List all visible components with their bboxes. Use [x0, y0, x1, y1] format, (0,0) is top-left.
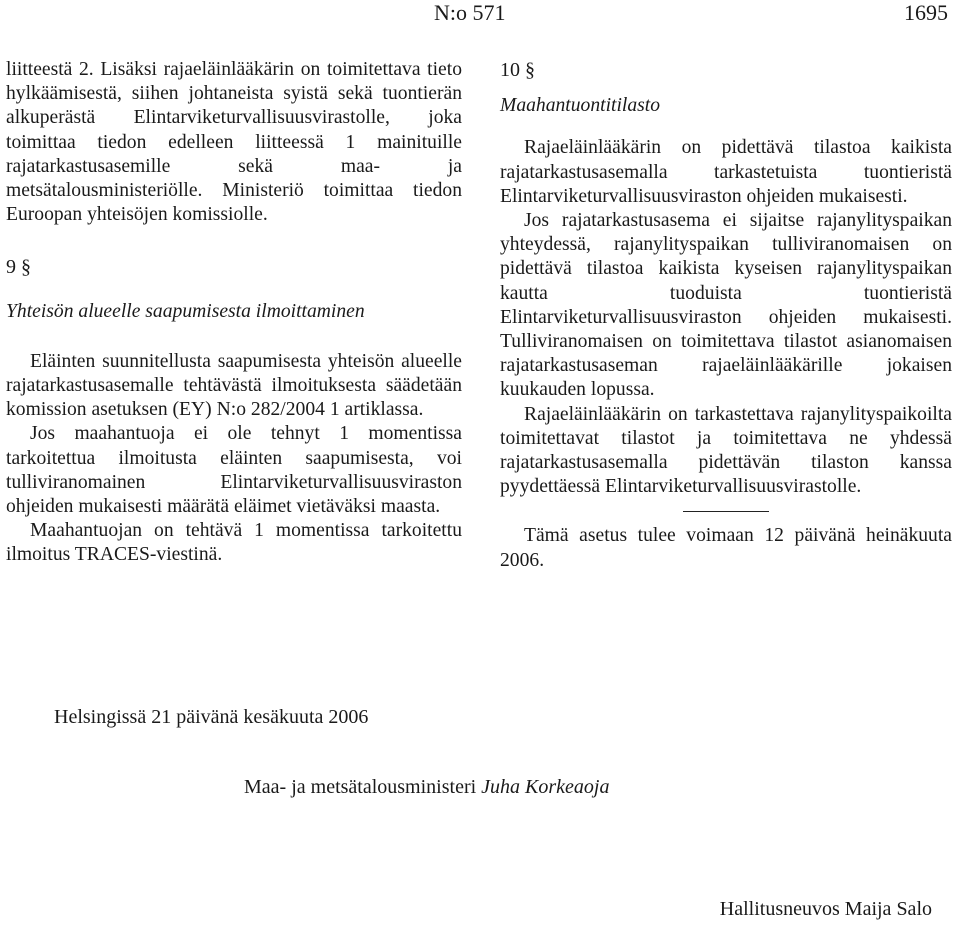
minister-name: Juha Korkeaoja: [481, 776, 610, 798]
separator-rule: [683, 511, 769, 512]
section-9-paragraph: Maahantuojan on tehtävä 1 momentissa tarkoitettu ilmoitus TRACES-viestinä.: [6, 520, 462, 566]
page-header: [0, 0, 960, 30]
section-10-number: 10 §: [500, 59, 535, 81]
right-column: [500, 58, 952, 573]
section-9-paragraph: Eläinten suunnitellusta saapumisesta yhteisön alueelle rajatarkastusasemalle tehtävästä ilmoituksesta säädetään komission asetuksen (EY) N:o 282/2004 1 artiklassa.: [6, 350, 462, 421]
minister-signature: [244, 776, 609, 799]
section-10-title: Maahantuontitilasto: [500, 95, 661, 117]
left-column: [6, 58, 462, 568]
place-date: Helsingissä 21 päivänä kesäkuuta 2006: [54, 706, 369, 728]
section-10-paragraph: Rajaeläinlääkärin on tarkastettava rajanylityspaikoilta toimitettavat tilastot ja toimitettava ne yhdessä rajatarkastusasemalla pidettävän tilaston kanssa pyydettäessä Elintarviketurvallisuusvirastolle.: [500, 403, 952, 498]
page-number: 1695: [904, 0, 948, 25]
intro-paragraph: liitteestä 2. Lisäksi rajaeläinlääkärin on toimitettava tieto hylkäämisestä, siihen johtaneista syistä sekä tuontierän alkuperästä Elintarviketurvallisuusvirastolle, joka toimittaa tiedon edelleen liitteessä 1 mainituille rajatarkastusasemille sekä maa- ja metsätalousministeriölle. Ministeriö toimittaa tiedon Euroopan yhteisöjen komissiolle.: [6, 59, 462, 226]
counsellor-signature: Hallitusneuvos Maija Salo: [719, 898, 932, 920]
issue-number: N:o 571: [434, 0, 506, 25]
minister-title: Maa- ja metsätalousministeri: [244, 776, 477, 798]
section-10-paragraph: Jos rajatarkastusasema ei sijaitse rajanylityspaikan yhteydessä, rajanylityspaikan tulliviranomaisen on pidettävä tilastoa kaikista kyseisen rajanylityspaikan kautta tuoduista tuontieristä Elintarviketurvallisuusviraston ohjeiden mukaisesti. Tulliviranomaisen on toimitettava tilastot asianomaisen rajatarkastusaseman rajaeläinlääkärille jokaisen kuukauden lopussa.: [500, 210, 952, 401]
section-10-paragraph: Rajaeläinlääkärin on pidettävä tilastoa kaikista rajatarkastusasemalla tarkastetuista tuontieristä Elintarviketurvallisuusviraston ohjeiden mukaisesti.: [500, 137, 952, 207]
section-9-paragraph: Jos maahantuoja ei ole tehnyt 1 momentissa tarkoitettua ilmoitusta eläinten saapumisesta, voi tulliviranomainen Elintarviketurvallisuusviraston ohjeiden mukaisesti määrätä eläimet vietäväksi maasta.: [6, 423, 462, 518]
section-9-number: 9 §: [6, 256, 31, 279]
entry-into-force: Tämä asetus tulee voimaan 12 päivänä heinäkuuta 2006.: [500, 525, 952, 571]
section-9-title: Yhteisön alueelle saapumisesta ilmoittaminen: [6, 300, 365, 322]
